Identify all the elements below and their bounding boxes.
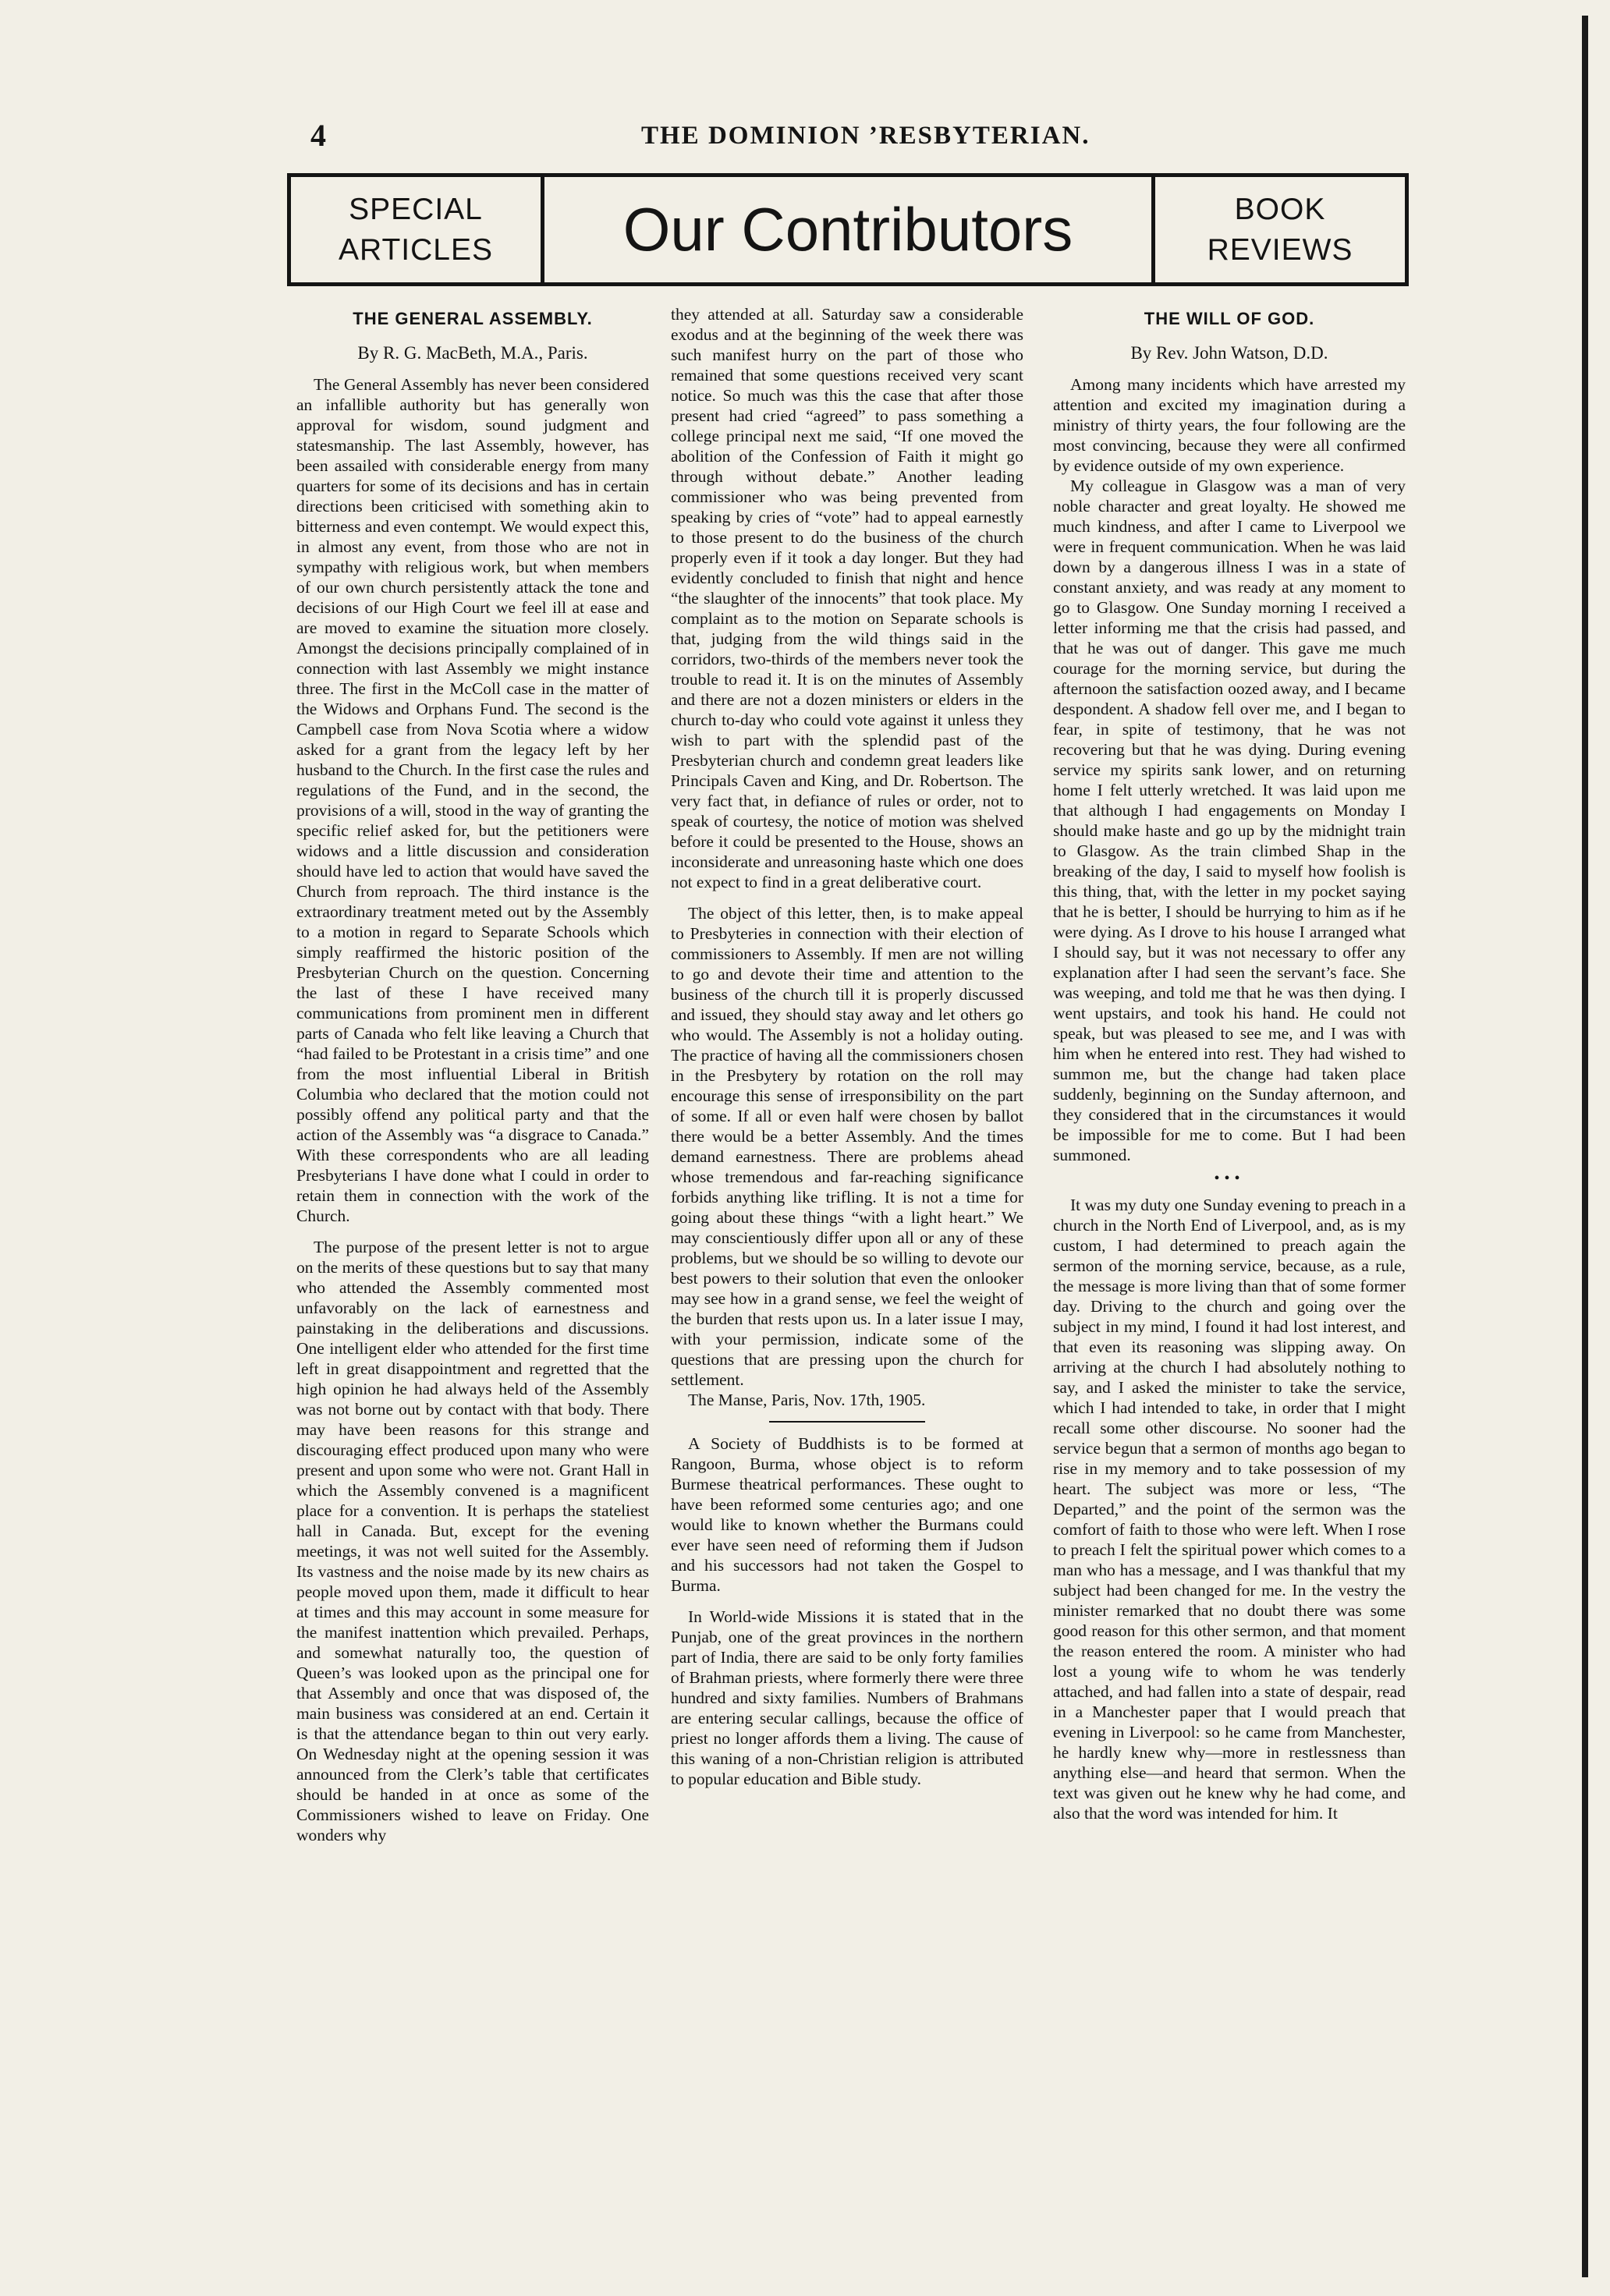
- article-paragraph: Among many incidents which have arrested my attention and excited my imagination during a ministry of thirty years, the four following are the most convincing, because they were all confirmed by evidence outside of my own experience.: [1053, 375, 1406, 475]
- article-paragraph: The purpose of the present letter is not to argue on the merits of these questions but to say that many who attended the Assembly commented most unfavorably on the lack of earnestness and painstaking in the deliberations and discussions. One intelligent elder who attended for the first time left in great disappointment and regretted that the high opinion he had always held of the Assembly was not borne out by contact with that body. There may have been reasons for this strange and discouraging effect produced upon many who were present and upon some who were not. Grant Hall in which the Assembly convened is a magnificent place for a convention. It is perhaps the stateliest hall in Canada. But, except for the evening meetings, it was not well suited for the Assembly. Its vastness and the noise made by its new chairs as people moved upon them, made it difficult to hear at times and this may account in some measure for the manifest inattention which prevailed. Perhaps, and somewhat naturally too, the question of Queen’s was looked upon as the principal one for that Assembly and once that was disposed of, the main business was considered at an end. Certain it is that the attendance began to thin out very early. On Wednesday night at the opening session it was announced from the Clerk’s table that certificates should be handed in at once as some of the Commissioners wished to leave on Friday. One wonders why: [296, 1238, 649, 1844]
- article-paragraph: they attended at all. Saturday saw a considerable exodus and at the beginning of the week there was such manifest hurry on the part of those who remained that some questions received very scant notice. So much was this the case that after those present had cried “agreed” to pass something a college principal next me said, “If one moved the abolition of the Confession of Faith it might go through without debate.” Another leading commissioner who was being prevented from speaking by cries of “vote” had to appeal earnestly to those present to do the business of the church properly even if it took a day longer. But they had evidently concluded to finish that night and hence “the slaughter of the innocents” that took place. My complaint as to the motion on Separate schools is that, judging from the wild things said in the corridors, two-thirds of the members never took the trouble to read it. It is on the minutes of Assembly and there are not a dozen ministers or elders in the church to-day who could vote against it unless they wish to part with the splendid past of the Presbyterian church and condemn great leaders like Principals Caven and King, and Dr. Robertson. The very fact that, in defiance of rules or order, not to speak of courtesy, the notice of motion was shelved before it could be presented to the House, shows an inconsiderate and unreasoning haste which one does not expect to find in a great deliberative court.: [671, 305, 1023, 891]
- news-note: In World-wide Missions it is stated that in the Punjab, one of the great provinces in the northern part of India, there are said to be only forty families of Brahman priests, where formerly there were three hundred and sixty families. Numbers of Brahmans are entering secular callings, because the office of priest no longer affords them a living. The cause of this waning of a non-Christian religion is attributed to popular education and Bible study.: [671, 1607, 1023, 1788]
- section-break-dots: •••: [1214, 1170, 1245, 1187]
- running-title: THE DOMINION ’RESBYTERIAN.: [641, 122, 1090, 150]
- page-number: 4: [310, 118, 326, 153]
- section-divider: [769, 1421, 925, 1423]
- masthead-left-line1: SPECIAL: [349, 192, 483, 226]
- masthead-right-line2: REVIEWS: [1207, 232, 1353, 267]
- article-paragraph: My colleague in Glasgow was a man of very noble character and great loyalty. He showed me much kindness, and after I came to Liverpool we were in frequent communication. When he was laid down by a dangerous illness I was in a state of constant anxiety, and was ready at any moment to go to Glasgow. One Sunday morning I received a letter informing me that the crisis had passed, and that he was out of danger. This gave me much courage for the morning service, but during the afternoon the satisfaction oozed away, and I became despondent. A shadow fell over me, and I began to fear, in spite of testimony, that he was not recovering but that he was dying. During evening service my spirits sank lower, and on returning home I felt utterly wretched. It was laid upon me that although I had engagements on Monday I should make haste and go up by the midnight train to Glasgow. As the train climbed Shap in the breaking of the day, I said to myself how foolish is this thing, that, with the letter in my pocket saying that he is better, I should be hurrying to him as if he were dying. As I drove to his house I arranged what I should say, but it was not necessary to offer any explanation after I had seen the servant’s face. She was weeping, and told me that he was then dying. I went upstairs, and took his hand. He could not speak, but was pleased to see me, and I was with him when he entered into rest. They had wished to summon me, but the change had taken place suddenly, beginning on the Sunday afternoon, and they considered that in the circumstances it would be impossible for me to come. But I had been summoned.: [1053, 477, 1406, 1164]
- article-signoff: The Manse, Paris, Nov. 17th, 1905.: [688, 1391, 926, 1409]
- article-paragraph: It was my duty one Sunday evening to preach in a church in the North End of Liverpool, and, as is my custom, I had determined to preach again the sermon of the morning service, because, as a rule, the message is more living than that of some former day. Driving to the church and going over the subject in my mind, I found it had lost interest, and that even its reasoning was slipping away. On arriving at the church I had absolutely nothing to say, and I asked the minister to take the service, which I had intended to take, in order that I might recall some other discourse. No sooner had the service begun that a sermon of months ago began to rise in my memory and to take possession of my heart. The subject was more or less, “The Departed,” and the point of the sermon was the comfort of faith to those who were left. When I rose to preach I felt the spiritual power which comes to a man who has a message, and I was thankful that my subject had been changed for me. In the vestry the minister remarked that no doubt there was some good reason for this other sermon, and that moment the reason entered the room. A minister who had lost a young wife to whom he was tenderly attached, and had fallen into a state of despair, read in a Manchester paper that I would preach that evening in Liverpool: so he came from Manchester, he hardly knew why—more in restlessness than anything else—and heard that sermon. When the text was given out he knew why he had come, and also that the word was intended for him. It: [1053, 1196, 1406, 1823]
- masthead-right-line1: BOOK: [1234, 192, 1326, 226]
- page-edge-rule: [1582, 16, 1588, 2277]
- section-masthead: [287, 173, 1409, 286]
- column-1: [296, 304, 649, 1845]
- masthead-right-box: [1151, 177, 1405, 282]
- article-paragraph: The General Assembly has never been considered an infallible authority but has generally won approval for wisdom, sound judgment and statesmanship. The last Assembly, however, has been assailed with considerable energy from many quarters for some of its decisions and has in certain directions been criticised with something akin to bitterness and even contempt. We would expect this, in almost any event, from those who are not in sympathy with religious work, but when members of our own church persistently attack the tone and decisions of our High Court we feel ill at ease and are moved to examine the situation more closely. Amongst the decisions principally complained of in connection with last Assembly we might instance three. The first in the McColl case in the matter of the Widows and Orphans Fund. The second is the Campbell case from Nova Scotia where a widow asked for a grant from the legacy left by her husband to the Church. In the first case the rules and regulations of the Fund, and in the second, the provisions of a will, stood in the way of granting the specific relief asked for, but the petitioners were widows and a little discussion and consideration should have led to action that would have saved the Church from reproach. The third instance is the extraordinary treatment meted out by the Assembly to a motion in regard to Separate Schools which simply reaffirmed the historic position of the Presbyterian Church on the question. Concerning the last of these I have received many communications from prominent men in different parts of Canada who felt like leaving a Church that “had failed to be Protestant in a crisis time” and one from the most influential Liberal in British Columbia who declared that the motion could not possibly offend any political party and that the action of the Assembly was “a disgrace to Canada.” With these correspondents who are all leading Presbyterians I have done what I could in order to retain them in connection with the work of the Church.: [296, 375, 649, 1225]
- masthead-title: Our Contributors: [622, 195, 1073, 264]
- article-title: THE GENERAL ASSEMBLY.: [353, 309, 593, 328]
- news-note: A Society of Buddhists is to be formed at Rangoon, Burma, whose object is to reform Burmese theatrical performances. These ought to have been reformed some centuries ago; and one would like to known whether the Burmans could ever have seen need of reforming them if Judson and his successors had not taken the Gospel to Burma.: [671, 1434, 1023, 1595]
- column-3: [1053, 304, 1406, 1823]
- article-byline: By Rev. John Watson, D.D.: [1130, 343, 1328, 363]
- column-2: [671, 304, 1023, 1789]
- masthead-left-box: [291, 177, 544, 282]
- masthead-left-line2: ARTICLES: [338, 232, 493, 267]
- article-paragraph: The object of this letter, then, is to make appeal to Presbyteries in connection with their election of commissioners to Assembly. If men are not willing to go and devote their time and attention to the business of the church till it is properly discussed and issued, they should stay away and let others go who would. The Assembly is not a holiday outing. The practice of having all the commissioners chosen in the Presbytery by rotation on the roll may encourage this sense of irresponsibility on the part of some. If all or even half were chosen by ballot there would be a better Assembly. And the times demand earnestness. There are problems ahead whose tremendous and far-reaching significance forbids anything like trifling. It is not a time for going about these things “with a light heart.” We may conscientiously differ upon all or any of these problems, but we should be so willing to devote our best powers to their solution that even the onlooker may see how in a grand sense, we feel the weight of the burden that rests upon us. In a later issue I may, with your permission, indicate some of the questions that are pressing upon the church for settlement.: [671, 904, 1023, 1389]
- article-title: THE WILL OF GOD.: [1144, 309, 1315, 328]
- article-byline: By R. G. MacBeth, M.A., Paris.: [357, 343, 588, 363]
